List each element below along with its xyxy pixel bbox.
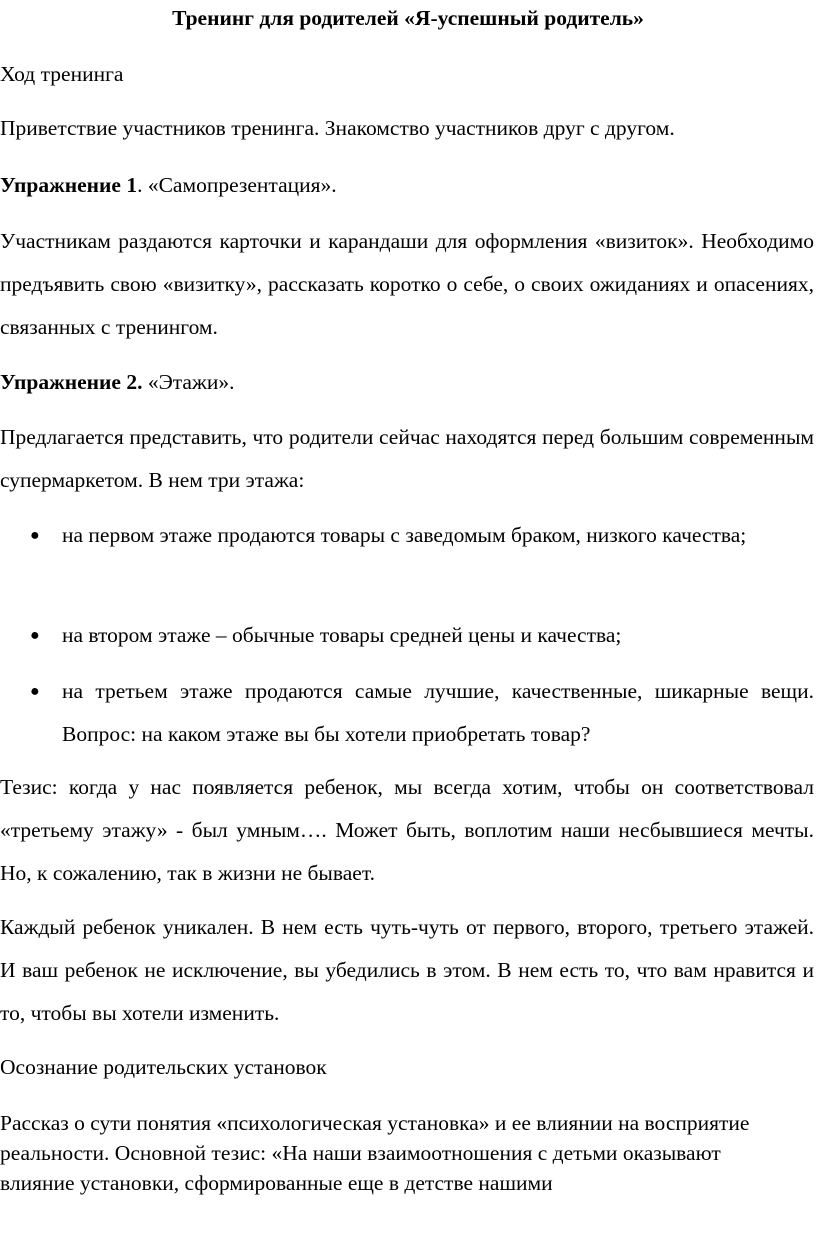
bullet-icon: ● bbox=[30, 683, 40, 700]
bullet-icon: ● bbox=[30, 627, 40, 644]
awareness-heading: Осознание родительских установок bbox=[0, 1055, 327, 1079]
exercise2-paragraph: Предлагается представить, что родители сейчас находятся перед большим современным супермаркетом. В нем три этажа: bbox=[0, 425, 814, 492]
course-heading: Ход тренинга bbox=[0, 62, 124, 86]
exercise2-label: Упражнение 2. bbox=[0, 370, 143, 394]
exercise1-name: . «Самопрезентация». bbox=[137, 173, 337, 197]
exercise1-paragraph: Участникам раздаются карточки и карандаши для оформления «визиток». Необходимо предъявить свою «визитку», рассказать коротко о себе, о своих ожиданиях и опасениях, связанных с тренингом. bbox=[0, 229, 814, 339]
document-title: Тренинг для родителей «Я-успешный родитель» bbox=[172, 6, 644, 30]
thesis-paragraph: Тезис: когда у нас появляется ребенок, мы всегда хотим, чтобы он соответствовал «третьему этажу» - был умным…. Может быть, воплотим наши несбывшиеся мечты. Но, к сожалению, так в жизни не бывает. bbox=[0, 775, 814, 885]
greeting-paragraph: Приветствие участников тренинга. Знакомство участников друг с другом. bbox=[0, 116, 675, 140]
exercise2-heading bbox=[0, 368, 234, 396]
exercise1-label: Упражнение 1 bbox=[0, 173, 138, 197]
unique-paragraph: Каждый ребенок уникален. В нем есть чуть-чуть от первого, второго, третьего этажей. И ваш ребенок не исключение, вы убедились в этом. В нем есть то, что вам нравится и то, чтобы вы хотели изменить. bbox=[0, 915, 814, 1025]
exercise2-name: «Этажи». bbox=[142, 370, 235, 394]
story-paragraph: Рассказ о сути понятия «психологическая установка» и ее влиянии на восприятие реальности. Основной тезис: «На наши взаимоотношения с детьми оказывают влияние установки, сформированные еще в детстве нашими bbox=[0, 1111, 750, 1195]
list-item-text: на первом этаже продаются товары с заведомым браком, низкого качества; bbox=[62, 523, 747, 547]
list-item-text: на втором этаже – обычные товары средней цены и качества; bbox=[62, 623, 622, 647]
exercise1-heading bbox=[0, 171, 337, 199]
list-item-text: на третьем этаже продаются самые лучшие, качественные, шикарные вещи. Вопрос: на каком этаже вы бы хотели приобретать товар? bbox=[62, 679, 814, 746]
bullet-icon: ● bbox=[30, 527, 40, 544]
